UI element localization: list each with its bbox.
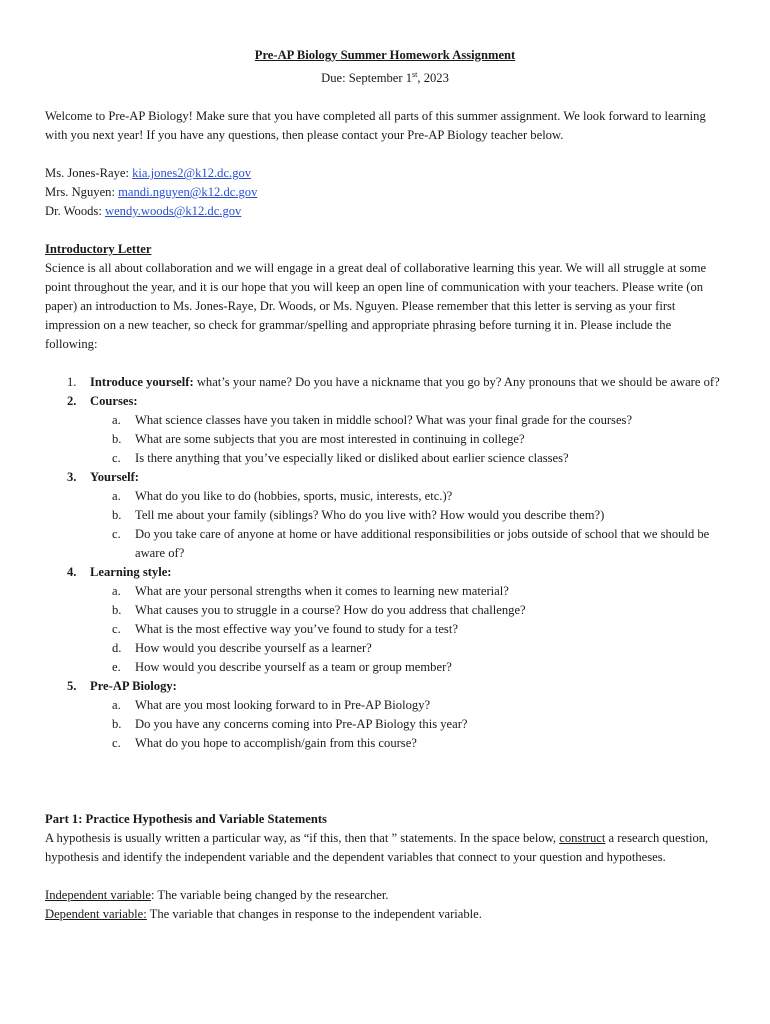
list-item: 4. Learning style: a. What are your personal strengths when it comes to learning new material? b. What causes you to struggle in a course? How do you address that challenge? c. What is the most effective way you’ve found to study for a test? d. How would you describe yourself as a learner? e. How would you describe yourself as a team or group member?: [45, 563, 725, 677]
independent-variable-definition: Independent variable: The variable being changed by the researcher.: [45, 888, 389, 903]
email-link[interactable]: mandi.nguyen@k12.dc.gov: [118, 185, 258, 200]
intro-checklist: [45, 373, 725, 753]
email-link[interactable]: wendy.woods@k12.dc.gov: [104, 204, 242, 219]
sub-list-item: c. Is there anything that you’ve especially liked or disliked about earlier science classes?: [112, 451, 569, 466]
sub-list-item: c. What do you hope to accomplish/gain from this course?: [112, 736, 417, 751]
sub-list-item: a. What are you most looking forward to in Pre-AP Biology?: [112, 698, 431, 713]
part1-heading: Part 1: Practice Hypothesis and Variable Statements: [45, 812, 327, 827]
email-link[interactable]: kia.jones2@k12.dc.gov: [132, 166, 252, 181]
teacher-contacts: [45, 164, 725, 221]
sub-list-item: a. What are your personal strengths when it comes to learning new material?: [112, 584, 509, 599]
welcome-paragraph: Welcome to Pre-AP Biology! Make sure that you have completed all parts of this summer assignment. We look forward to learning with you next year! If you have any questions, then please contact your Pre-AP Biology teacher below.: [45, 109, 706, 143]
sub-list-item: b. What causes you to struggle in a course? How do you address that challenge?: [112, 603, 526, 618]
sub-list-item: b. Do you have any concerns coming into Pre-AP Biology this year?: [112, 717, 468, 732]
document-title: Pre-AP Biology Summer Homework Assignment: [254, 48, 516, 62]
sub-list-item: b. What are some subjects that you are most interested in continuing in college?: [112, 432, 525, 447]
sub-list-item: c. What is the most effective way you’ve found to study for a test?: [112, 622, 458, 637]
teacher-contact: Ms. Jones-Raye: kia.jones2@k12.dc.gov: [45, 166, 252, 181]
intro-paragraph: Science is all about collaboration and we will engage in a great deal of collaborative learning this year. We will all struggle at some point throughout the year, and it is our hope that you will keep an open line of communication with your teachers. Please write (on paper) an introduction to Ms. Jones-Raye, Dr. Woods, or Ms. Nguyen. Please remember that this letter is serving as your first impression on a new teacher, so check for grammar/spelling and appropriate phrasing before turning it in. Please include the following:: [45, 261, 707, 352]
teacher-contact: Dr. Woods: wendy.woods@k12.dc.gov: [45, 204, 242, 219]
part1-paragraph: A hypothesis is usually written a particular way, as “if this, then that ” statements. In the space below, construct a research question, hypothesis and identify the independent variable and the dependent variables that connect to your question and hypotheses.: [45, 831, 709, 865]
list-item: 2. Courses: a. What science classes have you taken in middle school? What was your final grade for the courses? b. What are some subjects that you are most interested in continuing in college? c. Is there anything that you’ve especially liked or disliked about earlier science classes?: [45, 392, 725, 468]
sub-list: [90, 582, 725, 677]
intro-heading: Introductory Letter: [45, 242, 152, 257]
list-item: 3. Yourself: a. What do you like to do (hobbies, sports, music, interests, etc.)? b. Tell me about your family (siblings? Who do you live with? How would you describe them?) c. Do you take care of anyone at home or have additional responsibilities or jobs outside of school that we should be aware of?: [45, 468, 725, 563]
sub-list: [90, 696, 725, 753]
sub-list-item: e. How would you describe yourself as a team or group member?: [112, 660, 452, 675]
sub-list-item: b. Tell me about your family (siblings? Who do you live with? How would you describe them?): [112, 508, 605, 523]
list-item: 1. Introduce yourself: what’s your name? Do you have a nickname that you go by? Any pronouns that we should be aware of?: [67, 375, 720, 390]
sub-list: [90, 487, 725, 563]
sub-list-item: c. Do you take care of anyone at home or have additional responsibilities or jobs outside of school that we should be aware of?: [112, 527, 710, 561]
teacher-contact: Mrs. Nguyen: mandi.nguyen@k12.dc.gov: [45, 185, 258, 200]
dependent-variable-definition: Dependent variable: The variable that changes in response to the independent variable.: [45, 907, 482, 922]
sub-list-item: a. What do you like to do (hobbies, sports, music, interests, etc.)?: [112, 489, 453, 504]
sub-list: [90, 411, 725, 468]
sub-list-item: d. How would you describe yourself as a learner?: [112, 641, 372, 656]
sub-list-item: a. What science classes have you taken in middle school? What was your final grade for the courses?: [112, 413, 633, 428]
due-date: Due: September 1st, 2023: [321, 70, 449, 86]
list-item: 5. Pre-AP Biology: a. What are you most looking forward to in Pre-AP Biology? b. Do you have any concerns coming into Pre-AP Biology this year? c. What do you hope to accomplish/gain from this course?: [45, 677, 725, 753]
